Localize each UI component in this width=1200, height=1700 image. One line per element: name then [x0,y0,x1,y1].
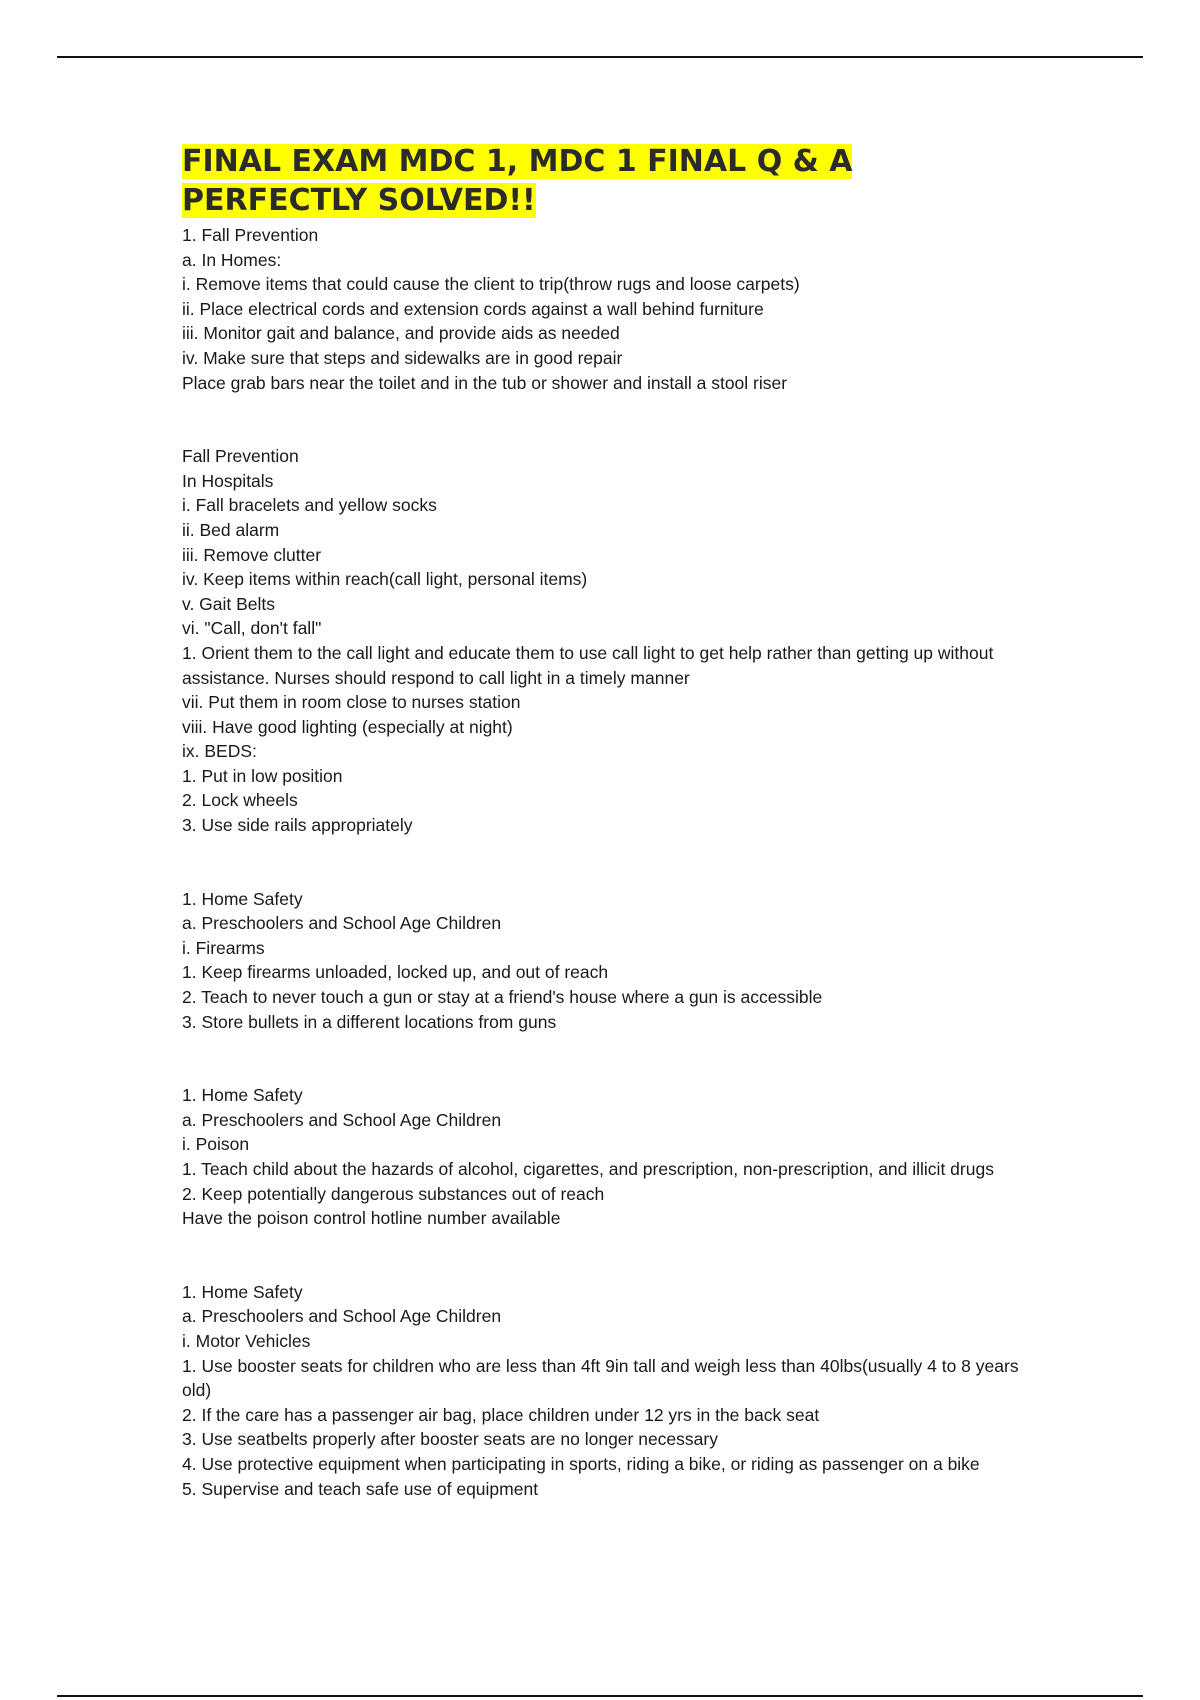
text-line: 2. If the care has a passenger air bag, place children under 12 yrs in the back seat [182,1404,820,1425]
text-line: iv. Keep items within reach(call light, personal items) [182,569,588,590]
text-line: a. In Homes: [182,249,282,270]
sections-container [182,223,1042,1501]
text-line: 2. Keep potentially dangerous substances out of reach [182,1183,605,1204]
text-line: ii. Bed alarm [182,519,280,540]
text-line: 1. Keep firearms unloaded, locked up, and out of reach [182,962,609,983]
text-line: i. Poison [182,1134,250,1155]
text-line: 1. Orient them to the call light and educate them to use call light to get help rather than getting up without assistance. Nurses should respond to call light in a timely manner [182,642,994,688]
text-line: i. Firearms [182,937,265,958]
text-line: 1. Use booster seats for children who are less than 4ft 9in tall and weigh less than 40lbs(usually 4 to 8 years old) [182,1355,1019,1401]
section-3 [182,887,1042,1035]
text-line: i. Fall bracelets and yellow socks [182,495,437,516]
text-line: Have the poison control hotline number available [182,1208,561,1229]
text-line: a. Preschoolers and School Age Children [182,1109,502,1130]
text-line: 1. Fall Prevention [182,225,319,245]
section-5 [182,1280,1042,1501]
text-line: 1. Teach child about the hazards of alcohol, cigarettes, and prescription, non-prescription, and illicit drugs [182,1159,994,1179]
text-line: a. Preschoolers and School Age Children [182,913,502,934]
document-title [182,142,922,220]
section-4 [182,1083,1042,1231]
text-line: v. Gait Belts [182,593,276,614]
text-line: 3. Store bullets in a different locations from guns [182,1011,557,1032]
text-line: vi. "Call, don't fall" [182,618,322,639]
text-line: i. Remove items that could cause the client to trip(throw rugs and loose carpets) [182,274,800,295]
text-line: 1. Home Safety [182,888,303,909]
text-line: vii. Put them in room close to nurses station [182,692,521,713]
section-1 [182,223,1042,395]
text-line: Fall Prevention [182,446,299,467]
text-line: viii. Have good lighting (especially at night) [182,716,513,737]
text-line: Place grab bars near the toilet and in the tub or shower and install a stool riser [182,372,788,393]
document-body [182,142,1042,1501]
text-line: iii. Monitor gait and balance, and provide aids as needed [182,323,620,344]
top-rule [57,56,1143,58]
text-line: In Hospitals [182,470,274,491]
text-line: ix. BEDS: [182,741,257,762]
title-highlight: FINAL EXAM MDC 1, MDC 1 FINAL Q & A PERFECTLY SOLVED!! [182,144,853,218]
text-line: i. Motor Vehicles [182,1330,311,1351]
text-line: 3. Use side rails appropriately [182,815,413,836]
text-line: a. Preschoolers and School Age Children [182,1306,502,1327]
text-line: 2. Teach to never touch a gun or stay at a friend's house where a gun is accessible [182,987,823,1008]
text-line: 1. Home Safety [182,1085,303,1106]
section-2 [182,444,1042,838]
text-line: 5. Supervise and teach safe use of equipment [182,1478,539,1499]
text-line: 3. Use seatbelts properly after booster seats are no longer necessary [182,1429,718,1450]
text-line: 1. Put in low position [182,765,343,786]
text-line: iii. Remove clutter [182,544,322,565]
bottom-rule [57,1695,1143,1697]
text-line: 1. Home Safety [182,1281,303,1302]
text-line: iv. Make sure that steps and sidewalks are in good repair [182,347,623,368]
text-line: 2. Lock wheels [182,790,298,811]
text-line: 4. Use protective equipment when participating in sports, riding a bike, or riding as passenger on a bike [182,1453,980,1474]
text-line: ii. Place electrical cords and extension cords against a wall behind furniture [182,298,764,319]
